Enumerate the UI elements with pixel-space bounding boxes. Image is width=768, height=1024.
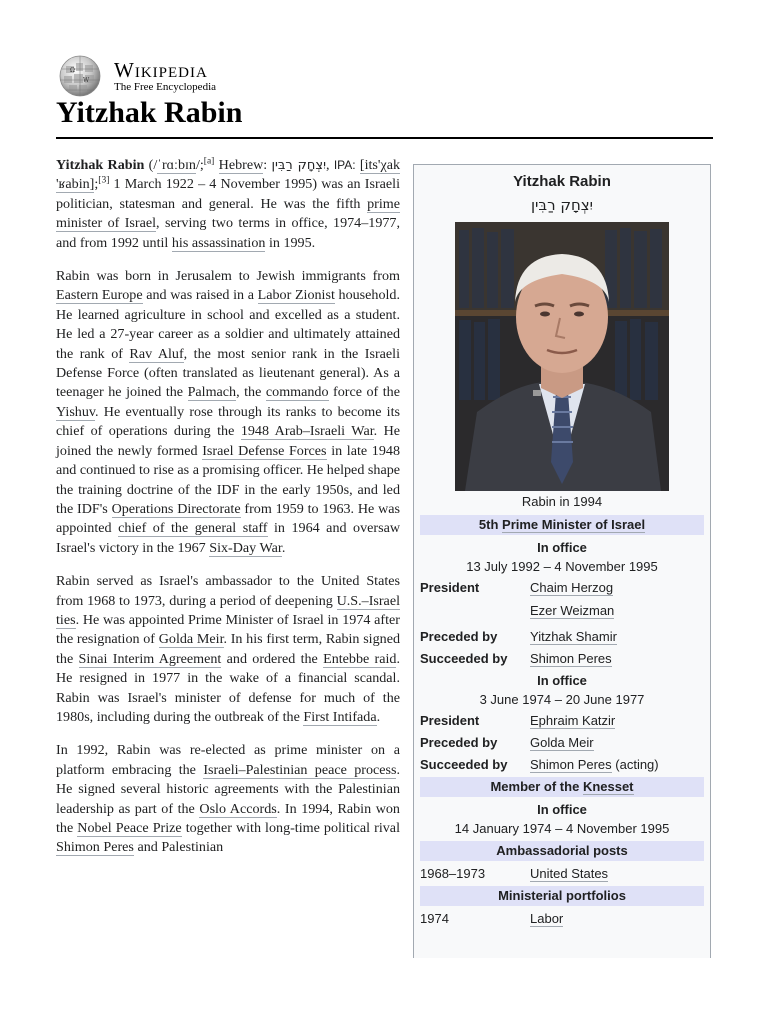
link-prime-minister[interactable]: prime minister of Israel [56,195,400,232]
term-2-dates: 3 June 1974 – 20 June 1977 [479,692,645,707]
section-header-ambassadorial: Ambassadorial posts [420,841,704,861]
section-header-ministerial: Ministerial portfolios [420,886,704,906]
infobox [413,164,711,958]
preceded-by-label: Preceded by [420,629,498,644]
text-run: , [326,157,334,173]
link-oslo-accords[interactable]: Oslo Accords [199,800,277,817]
text-run: In 1992, Rabin was re-elected as prime minister on a platform embracing the [56,742,400,778]
text-run: ; [94,176,99,193]
text-run: /; [195,157,204,173]
link-shimon-peres-successor[interactable]: Shimon Peres [530,651,612,666]
text-run: 1 March 1922 – 4 November 1995) was an Israeli politician, statesman and general. He was the fifth [56,176,400,212]
in-office-label-2: In office [537,673,587,688]
link-rav-aluf[interactable]: Rav Aluf [129,345,184,362]
link-ezer-weizman[interactable]: Ezer Weizman [530,603,615,618]
link-yishuv[interactable]: Yishuv [56,403,96,420]
president-label: President [420,580,480,595]
acting-note: (acting) [611,757,659,772]
wordmark-tagline: The Free Encyclopedia [114,80,217,93]
text-run: . He resigned in 1977 in the wake of a financial scandal. Rabin was Israel's minister of defense for much of the 1980s, including during the outbreak of the [56,650,400,725]
subject-name: Yitzhak Rabin [56,157,145,173]
ministerial-year: 1974 [420,911,449,926]
link-shimon-peres[interactable]: Shimon Peres [56,839,134,856]
text-run: . [281,539,286,556]
term-1-preceded-row [420,627,704,646]
text-run: in 1995. [265,234,316,251]
in-office-label-3: In office [537,802,587,817]
term-1-dates: 13 July 1992 – 4 November 1995 [466,559,658,574]
link-labor[interactable]: Labor [530,911,564,926]
footnote-3-link[interactable]: [3] [98,175,110,186]
text-run: and Palestinian [133,839,224,856]
text-run: . He signed several historic agreements with the Palestinian leadership as part of the [56,761,401,817]
knesset-dates: 14 January 1974 – 4 November 1995 [454,821,670,836]
link-chaim-herzog[interactable]: Chaim Herzog [530,580,614,595]
link-peace-process[interactable]: Israeli–Palestinian peace process [203,761,397,778]
portrait-photo[interactable] [455,222,669,491]
wordmark[interactable] [114,57,217,93]
ipa-hebrew-link[interactable]: [its'χak 'ʁabin] [56,157,401,193]
wordmark-title: Wikipedia [114,57,208,82]
section-header-prime-minister [420,515,704,535]
text-run: . He eventually rose through its ranks to become its chief of operations during the [56,403,400,440]
text-run: , the most senior rank in the Israeli Defense Force (often translated as lieutenant general). As a teenager he joined the [56,345,400,401]
link-labor-zionist[interactable]: Labor Zionist [257,287,335,304]
link-sinai-interim-agreement[interactable]: Sinai Interim Agreement [78,650,222,667]
link-shimon-peres-acting[interactable]: Shimon Peres [530,757,612,772]
term-2-succeeded-row [420,755,704,774]
president-values [530,578,704,624]
link-ephraim-katzir[interactable]: Ephraim Katzir [530,713,616,728]
link-prime-minister-of-israel[interactable]: Prime Minister of Israel [502,517,646,532]
page-title: Yitzhak Rabin [56,96,243,129]
link-operations-directorate[interactable]: Operations Directorate [111,500,241,517]
footnote-a[interactable] [204,156,215,166]
text-run: . He was appointed Prime Minister of Israel in 1974 after the resignation of [56,611,400,648]
text-run: together with long-time political rival [181,820,400,836]
term-1-president-row [420,578,704,624]
text-run: in 1964 and oversaw Israel's victory in the 1967 [56,520,401,556]
text-run: Rabin served as Israel's ambassador to the United States from 1968 to 1973, during a period of deepening [56,573,400,609]
hebrew-name: יִצְחָק רַבִּין [271,158,326,173]
link-1948-war[interactable]: 1948 Arab–Israeli War [240,423,374,440]
link-us-israel-ties[interactable]: U.S.–Israel ties [56,592,400,628]
lead-paragraph-2 [56,267,400,558]
president-label-2: President [420,713,480,728]
text-run: Rabin was born in Jerusalem to Jewish immigrants from [56,268,400,285]
infobox-title: Yitzhak Rabin [513,173,611,190]
term-2-president-row [420,711,704,730]
text-run: force of the [328,384,400,401]
term-2-preceded-row [420,733,704,752]
ipa-label: IPA: [333,158,356,172]
link-palmach[interactable]: Palmach [187,384,237,401]
link-chief-of-general-staff[interactable]: chief of the general staff [118,520,268,537]
wikipedia-globe-logo[interactable] [56,54,104,98]
link-golda-meir[interactable]: Golda Meir [158,631,224,648]
lead-paragraph-3 [56,572,400,727]
text-run: household. He learned agriculture in school and excelled as a student. He led a 27-year career as a soldier and ultimately attained the rank of [56,287,400,362]
text-run: . [376,708,381,725]
footnote-3[interactable] [98,176,109,186]
text-run: , the [236,384,266,401]
text-run: from 1959 to 1963. He was appointed [56,500,401,537]
text-run: in late 1948 and continued to rise as a promising officer. He helped shape the training doctrine of the IDF in the early 1950s, and led the IDF's [56,442,400,517]
link-yitzhak-shamir[interactable]: Yitzhak Shamir [530,629,617,644]
ambassador-years: 1968–1973 [420,866,486,881]
link-knesset[interactable]: Knesset [582,779,634,794]
link-commando[interactable]: commando [265,384,329,401]
text-run: (/ [144,157,158,173]
footnote-a-link[interactable]: [a] [203,156,215,167]
portrait-caption: Rabin in 1994 [521,494,603,509]
link-united-states[interactable]: United States [530,866,609,881]
link-first-intifada[interactable]: First Intifada [303,708,377,725]
section-header-knesset [420,777,704,797]
succeeded-by-label-2: Succeeded by [420,757,508,772]
link-eastern-europe[interactable]: Eastern Europe [56,287,143,304]
succeeded-by-label: Succeeded by [420,651,508,666]
text-run [214,157,218,173]
in-office-label: In office [537,540,587,555]
link-golda-meir-predecessor[interactable]: Golda Meir [530,735,594,750]
svg-text:Ω: Ω [70,67,75,74]
header-ordinal: 5th [478,517,503,532]
site-header [56,54,216,98]
title-divider [56,137,713,139]
text-run: . He joined the newly formed [56,423,401,459]
text-run: and was raised in a [142,287,258,304]
term-1-succeeded-row [420,649,704,668]
text-run: and ordered the [221,650,324,667]
header-prefix: Member of the [490,779,583,794]
lead-paragraph-1 [56,156,400,253]
link-nobel-peace-prize[interactable]: Nobel Peace Prize [77,820,182,836]
lead-paragraph-4 [56,741,400,857]
article-body [56,156,400,872]
svg-text:W: W [83,77,90,84]
preceded-by-label-2: Preceded by [420,735,498,750]
text-run: . In 1994, Rabin won the [56,800,400,836]
link-idf[interactable]: Israel Defense Forces [202,442,327,459]
ipa-english-link[interactable]: ˈrɑːbɪn [157,157,196,173]
text-run: , serving two terms in office, 1974–1977, and from 1992 until [56,215,400,251]
text-run: : [263,157,272,173]
text-run: . In his first term, Rabin signed the [56,631,400,667]
link-six-day-war[interactable]: Six-Day War [209,539,282,556]
link-assassination[interactable]: his assassination [171,234,266,251]
ministerial-row [420,909,704,928]
link-entebbe-raid[interactable]: Entebbe raid [323,650,397,667]
ambassador-row [420,864,704,883]
infobox-native-name: יִצְחָק רַבִּין [530,196,594,214]
hebrew-language-link[interactable]: Hebrew [218,157,264,173]
